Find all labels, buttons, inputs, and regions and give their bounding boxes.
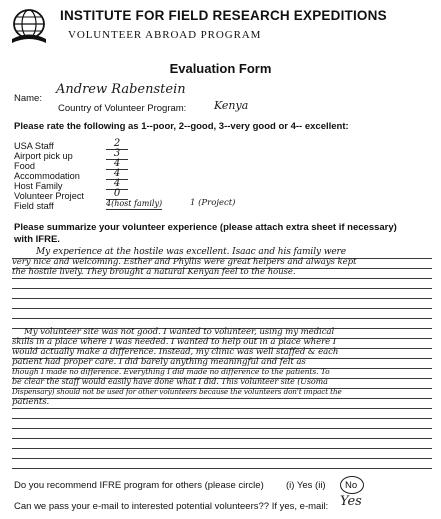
field-staff-extra[interactable]: 1 (Project) xyxy=(190,198,236,208)
summary-line: My volunteer site was not good. I wanted to volunteer, using my medical xyxy=(24,327,335,337)
summary-line: though I made no difference. Everything I did made no difference to the patients. To xyxy=(12,367,330,376)
selection-circle xyxy=(340,476,364,494)
summary-line: very nice and welcoming. Esther and Phyllis were great helpers and always kept xyxy=(12,257,357,267)
rating-value-field-staff[interactable]: 4(host family) xyxy=(106,199,163,208)
summary-line: My experience at the hostile was excellent. Isaac and his family were xyxy=(36,247,346,257)
country-value[interactable]: Kenya xyxy=(214,99,249,112)
summary-instruction-2: with IFRE. xyxy=(14,234,60,245)
summary-line: skills in a place where I was needed. I wanted to help out in a place where I xyxy=(12,337,337,347)
rating-label-food: Food xyxy=(14,161,35,171)
recommend-question: Do you recommend IFRE program for others (please circle) xyxy=(14,480,264,491)
summary-line: Dispensary) should not be used for other volunteers because the volunteers don't impact the xyxy=(12,387,342,396)
name-value[interactable]: Andrew Rabenstein xyxy=(56,82,186,97)
rating-label-host-family: Host Family xyxy=(14,181,63,191)
rating-value-accommodation[interactable]: 4 xyxy=(106,169,128,180)
summary-line: be clear the staff would easily have done what I did. This volunteer site (Usoma xyxy=(12,377,328,386)
recommend-option-yes[interactable]: (i) Yes (ii) xyxy=(286,480,326,491)
summary-line: patients. xyxy=(12,397,50,407)
rating-instruction: Please rate the following as 1--poor, 2--good, 3--very good or 4-- excellent: xyxy=(14,121,349,132)
rating-value-usa-staff[interactable]: 2 xyxy=(106,139,128,150)
email-question: Can we pass your e-mail to interested potential volunteers?? If yes, e-mail: xyxy=(14,501,329,512)
rating-label-usa-staff: USA Staff xyxy=(14,141,54,151)
org-name: INSTITUTE FOR FIELD RESEARCH EXPEDITIONS xyxy=(60,8,387,23)
rating-label-volunteer-project: Volunteer Project xyxy=(14,191,84,201)
org-subtitle: VOLUNTEER ABROAD PROGRAM xyxy=(68,29,262,41)
rating-value-volunteer-project[interactable]: 0 xyxy=(106,189,128,200)
globe-logo-icon xyxy=(8,6,50,46)
rating-value-food[interactable]: 4 xyxy=(106,159,128,170)
rating-value-host-family[interactable]: 4 xyxy=(106,179,128,190)
name-label: Name: xyxy=(14,93,42,104)
summary-line: patient had proper care. I did barely anything meaningful and felt as xyxy=(12,357,306,367)
country-label: Country of Volunteer Program: xyxy=(58,103,187,114)
rating-label-field-staff: Field staff xyxy=(14,201,54,211)
summary-line: would actually make a difference. Instead, my clinic was well staffed & each xyxy=(12,347,339,357)
summary-instruction-1: Please summarize your volunteer experience (please attach extra sheet if necessary) xyxy=(14,222,397,233)
email-value[interactable]: Yes xyxy=(340,494,362,509)
rating-label-airport: Airport pick up xyxy=(14,151,73,161)
rating-value-airport[interactable]: 3 xyxy=(106,149,128,160)
recommend-option-no[interactable]: No xyxy=(345,480,358,491)
rating-label-accommodation: Accommodation xyxy=(14,171,80,181)
form-title: Evaluation Form xyxy=(169,61,272,76)
summary-line: the hostile lively. They brought a natural Kenyan feel to the house. xyxy=(12,267,296,277)
